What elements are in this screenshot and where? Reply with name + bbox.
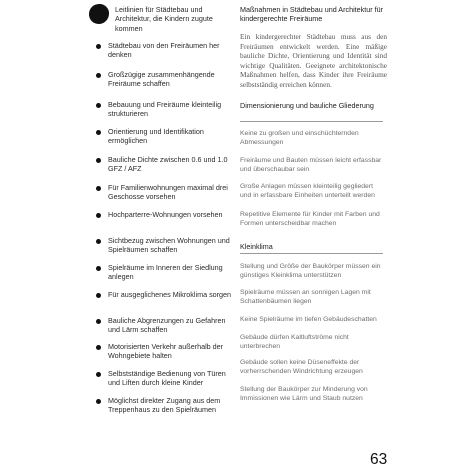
- bullet-icon: [96, 372, 101, 377]
- guidelines-heading: Leitlinien für Städtebau und Architektur, die Kindern zugute kommen: [115, 5, 213, 33]
- bullet-icon: [96, 213, 101, 218]
- measure-item: Repetitive Elemente für Kinder mit Farben und Formen unterscheidbar machen: [240, 211, 380, 228]
- measures-intro: Ein kindergerechter Städtebau muss aus den Freiräumen entwickelt werden. Eine mäßige bauliche Dichte, Orientierung und Identität sind wichtige Qualitäten. Geeignete architektonische Maßnahmen helfen, dass Kinder ihre Freiräume selbstständig erreichen können.: [240, 32, 387, 89]
- ink-blot-icon: [89, 4, 109, 24]
- measure-item: Stellung und Größe der Baukörper müssen ein günstiges Kleinklima unterstützen: [240, 263, 381, 280]
- measure-item: Gebäude dürfen Kaltluftströme nicht unterbrechen: [240, 334, 349, 351]
- bullet-icon: [96, 399, 101, 404]
- section-heading-microclimate: Kleinklima: [240, 242, 273, 251]
- section-divider: [240, 121, 383, 122]
- bullet-icon: [96, 266, 101, 271]
- bullet-icon: [96, 293, 101, 298]
- measure-item: Keine Spielräume im tiefen Gebäudeschatten: [240, 316, 377, 323]
- measure-item: Spielräume müssen an sonnigen Lagen mit Schattenbäumen liegen: [240, 289, 371, 306]
- bullet-icon: [96, 103, 101, 108]
- page-number: 63: [370, 451, 388, 468]
- bullet-icon: [96, 319, 101, 324]
- measure-item: Stellung der Baukörper zur Minderung von Immissionen wie Lärm und Staub nutzen: [240, 386, 368, 403]
- measure-item: Große Anlagen müssen kleinteilig gegliedert und in erfassbare Einheiten unterteilt werden: [240, 183, 375, 200]
- bullet-icon: [96, 130, 101, 135]
- measure-item: Gebäude sollen keine Düseneffekte der vorherrschenden Windrichtung erzeugen: [240, 359, 363, 376]
- measure-item: Freiräume und Bauten müssen leicht erfassbar und überschaubar sein: [240, 157, 382, 174]
- section-divider: [240, 253, 383, 254]
- bullet-icon: [96, 239, 101, 244]
- bullet-icon: [96, 345, 101, 350]
- section-heading-dimensions: Dimensionierung und bauliche Gliederung: [240, 101, 374, 110]
- bullet-icon: [96, 158, 101, 163]
- measure-item: Keine zu großen und einschüchternden Abmessungen: [240, 130, 359, 147]
- guidelines-column: Leitlinien für Städtebau und Architektur, die Kindern zugute kommen Städtebau von den Freiräumen her denken Großzügige zusammenhängende Freiräume schaffen Bebauung und Freiräume kleinteilig strukturieren Orientierung und Identifikation ermöglichen Bauliche Dichte zwischen 0.6 und 1.0 GFZ / AFZ Für Familienwohnungen maximal drei Geschosse vorsehen Hochparterre-Wohnungen vorsehen Sichtbezug zwischen Wohnungen und Spielräumen schaffen Spielräume im Inneren der Siedlung anlegen Für ausgeglichenes Mikroklima sorgen Bauliche Abgrenzungen zu Gefahren und Lärm schaffen Motorisierten Verkehr außerhalb der Wohngebiete halten Selbstständige Bedienung von Türen und Liften durch kleine Kinder Möglichst direkter Zugang aus dem Treppenhaus zu den Spielräumen: [82, 0, 232, 473]
- measures-column: [240, 0, 390, 473]
- measures-title: Maßnahmen in Städtebau und Architektur für kindergerechte Freiräume: [240, 5, 384, 24]
- bullet-icon: [96, 186, 101, 191]
- bullet-icon: [96, 44, 101, 49]
- bullet-icon: [96, 73, 101, 78]
